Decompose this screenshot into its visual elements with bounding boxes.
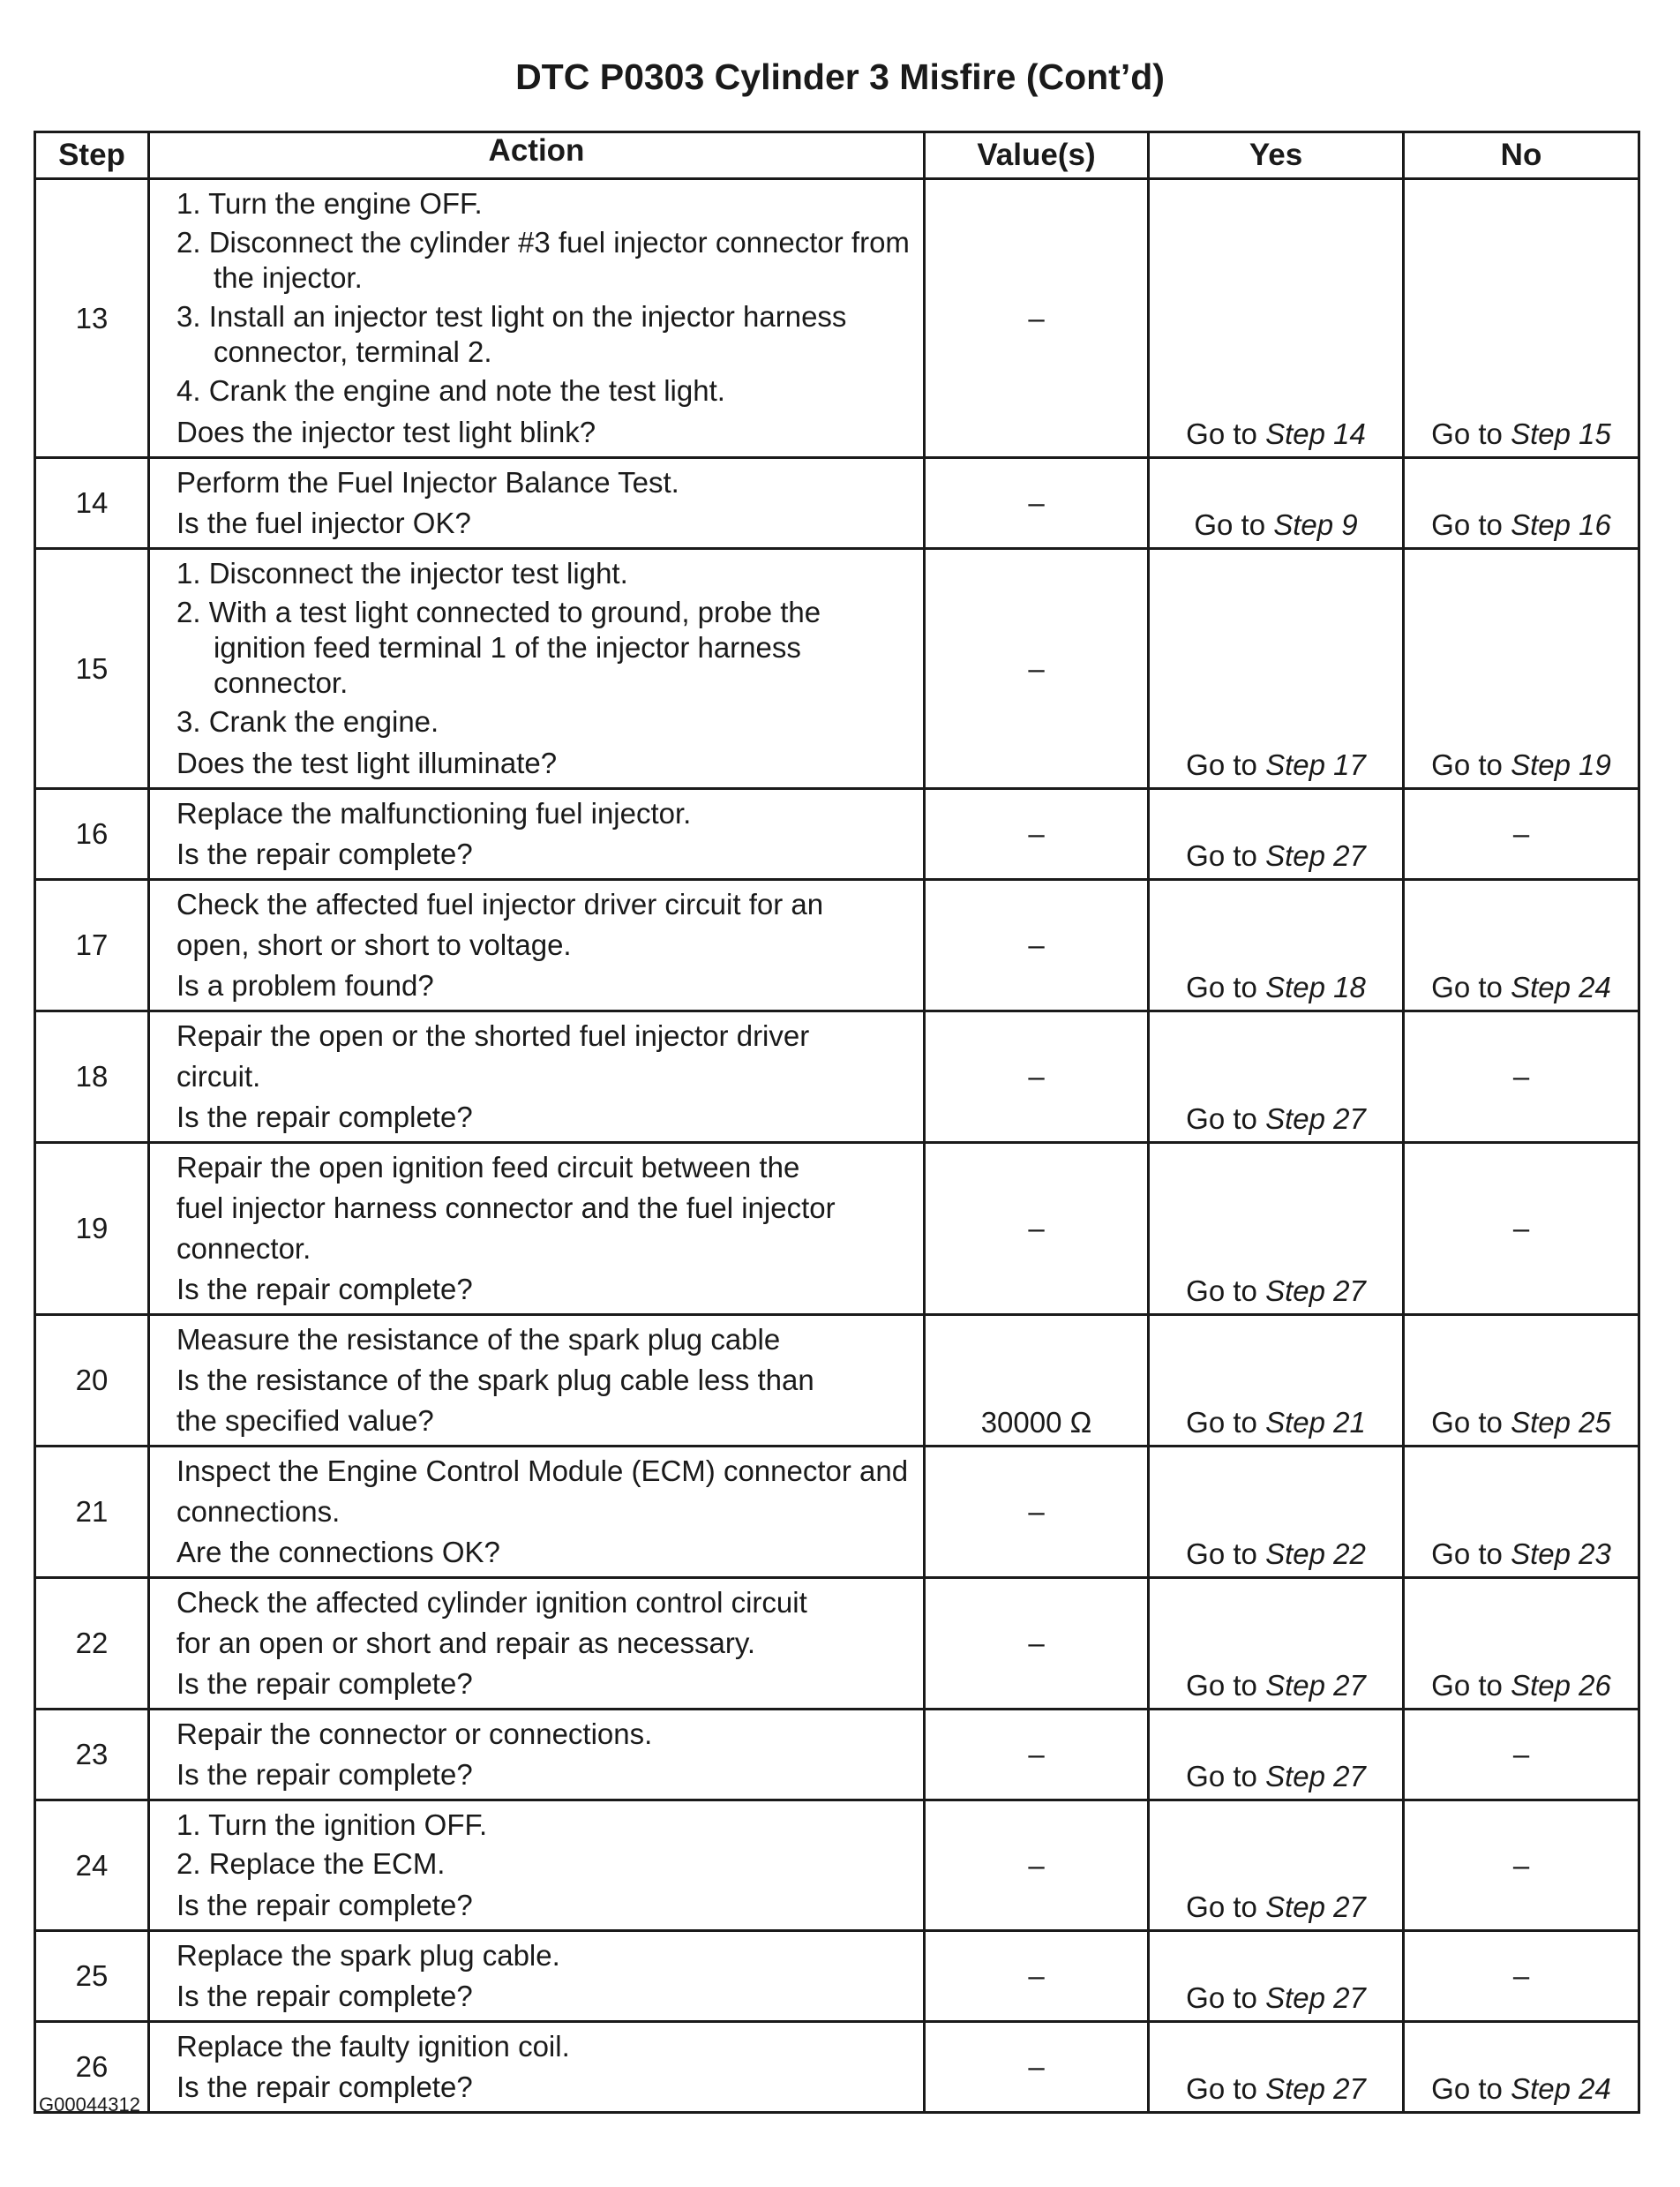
yes-cell [1149,549,1404,789]
step-number: 21 [35,1447,149,1578]
table-row [35,1011,1639,1143]
goto-step-link: Step 24 [1511,971,1611,1003]
result-dash: – [1512,1848,1530,1882]
action-cell [149,549,925,789]
yes-cell [1149,1447,1404,1578]
value-cell: – [925,458,1149,549]
step-number: 15 [35,549,149,789]
value-cell: – [925,1447,1149,1578]
step-number: 25 [35,1931,149,2022]
action-steps [176,1807,911,1882]
page-title: DTC P0303 Cylinder 3 Misfire (Cont’d) [515,56,1165,97]
table-row [35,1931,1639,2022]
yes-cell [1149,1011,1404,1143]
goto-prefix: Go to [1431,971,1511,1003]
value-cell: – [925,1578,1149,1710]
action-step: 3. Install an injector test light on the injector harness connector, terminal 2. [176,300,847,368]
no-cell [1404,1447,1639,1578]
diagnostic-table [34,131,1640,2114]
step-number: 24 [35,1800,149,1931]
table-row [35,458,1639,549]
yes-cell [1149,1931,1404,2022]
action-steps [176,556,911,740]
action-text: Replace the spark plug cable. [176,1939,560,1972]
action-text: Measure the resistance of the spark plug cable [176,1323,781,1356]
action-text: Perform the Fuel Injector Balance Test. [176,466,679,499]
action-step: 3. Crank the engine. [176,705,439,738]
result-dash: – [1512,1060,1530,1093]
goto-prefix: Go to [1194,508,1274,541]
no-cell [1404,789,1639,880]
goto-prefix: Go to [1431,1537,1511,1570]
goto-step-link: Step 16 [1511,508,1611,541]
goto-prefix: Go to [1186,1537,1266,1570]
table-row [35,1315,1639,1447]
action-cell [149,1143,925,1315]
action-question: Is the repair complete? [176,1889,473,1921]
action-question: Is the repair complete? [176,2071,473,2103]
table-row [35,2022,1639,2113]
step-number: 22 [35,1578,149,1710]
action-question: Is the repair complete? [176,1101,473,1133]
action-question: Does the injector test light blink? [176,416,596,448]
figure-code: G00044312 [39,2093,140,2116]
step-number: 16 [35,789,149,880]
yes-cell [1149,1143,1404,1315]
no-cell [1404,458,1639,549]
action-cell [149,1578,925,1710]
no-cell [1404,1011,1639,1143]
no-cell [1404,179,1639,458]
goto-step-link: Step 24 [1511,2072,1611,2105]
goto-prefix: Go to [1186,839,1266,872]
result-dash: – [1512,1212,1530,1244]
step-number: 14 [35,458,149,549]
header-yes: Yes [1149,132,1404,179]
action-question: Are the connections OK? [176,1536,500,1568]
result-dash: – [1512,1738,1530,1770]
goto-step-link: Step 19 [1511,748,1611,781]
goto-step-link: Step 27 [1265,2072,1366,2105]
action-text: Is the resistance of the spark plug cable less than [176,1364,814,1396]
no-cell [1404,880,1639,1011]
step-number: 18 [35,1011,149,1143]
header-step: Step [35,132,149,179]
header-action: Action [149,132,925,179]
action-text: Inspect the Engine Control Module (ECM) connector and connections. [176,1454,909,1528]
goto-step-link: Step 22 [1265,1537,1366,1570]
action-text: Repair the open or the shorted fuel injector driver [176,1019,810,1052]
goto-step-link: Step 21 [1265,1406,1366,1439]
goto-prefix: Go to [1186,1890,1266,1923]
goto-step-link: Step 27 [1265,1669,1366,1702]
no-cell [1404,1800,1639,1931]
table-header-row [35,132,1639,179]
goto-prefix: Go to [1431,417,1511,450]
action-cell [149,1710,925,1800]
value-cell: – [925,1143,1149,1315]
step-number: 19 [35,1143,149,1315]
action-question: Is a problem found? [176,969,434,1002]
value-cell: – [925,1931,1149,2022]
value-cell: – [925,1011,1149,1143]
goto-step-link: Step 23 [1511,1537,1611,1570]
action-text: Repair the open ignition feed circuit between the [176,1151,800,1184]
action-step: 2. Disconnect the cylinder #3 fuel injector connector from the injector. [176,226,910,294]
value-cell: – [925,1710,1149,1800]
action-cell [149,1447,925,1578]
action-question: Does the test light illuminate? [176,747,558,779]
yes-cell [1149,1315,1404,1447]
goto-step-link: Step 27 [1265,1760,1366,1792]
action-step: 2. Replace the ECM. [176,1847,446,1880]
yes-cell [1149,1578,1404,1710]
goto-prefix: Go to [1431,1406,1511,1439]
goto-prefix: Go to [1186,2072,1266,2105]
goto-step-link: Step 27 [1265,839,1366,872]
value-cell: – [925,179,1149,458]
action-text: connector. [176,1232,311,1265]
step-number: 26 [35,2022,149,2113]
header-no: No [1404,132,1639,179]
no-cell [1404,1931,1639,2022]
goto-prefix: Go to [1431,2072,1511,2105]
step-number: 20 [35,1315,149,1447]
yes-cell [1149,458,1404,549]
goto-step-link: Step 27 [1265,1981,1366,2014]
table-row [35,549,1639,789]
value-cell: 30000 Ω [925,1315,1149,1447]
action-text: Repair the connector or connections. [176,1717,653,1750]
action-text: Check the affected fuel injector driver circuit for an [176,888,824,921]
action-step: 1. Turn the ignition OFF. [176,1808,488,1841]
goto-step-link: Step 27 [1265,1102,1366,1135]
action-steps [176,186,911,409]
no-cell [1404,2022,1639,2113]
action-text: fuel injector harness connector and the fuel injector [176,1191,836,1224]
value-cell: – [925,1800,1149,1931]
action-cell [149,2022,925,2113]
yes-cell [1149,789,1404,880]
result-dash: – [1512,1959,1530,1992]
yes-cell [1149,179,1404,458]
no-cell [1404,1143,1639,1315]
value-cell: – [925,549,1149,789]
action-cell [149,179,925,458]
table-row [35,1800,1639,1931]
action-cell [149,1931,925,2022]
action-text: Replace the faulty ignition coil. [176,2030,570,2063]
goto-prefix: Go to [1186,1274,1266,1307]
yes-cell [1149,1800,1404,1931]
action-question: Is the repair complete? [176,1980,473,2012]
goto-prefix: Go to [1431,748,1511,781]
no-cell [1404,1710,1639,1800]
result-dash: – [1512,817,1530,850]
action-question: the specified value? [176,1404,434,1437]
step-number: 17 [35,880,149,1011]
goto-step-link: Step 18 [1265,971,1366,1003]
table-row [35,880,1639,1011]
action-cell [149,1011,925,1143]
goto-prefix: Go to [1431,508,1511,541]
goto-prefix: Go to [1186,1760,1266,1792]
action-step: 1. Turn the engine OFF. [176,187,483,220]
goto-prefix: Go to [1186,971,1266,1003]
goto-step-link: Step 27 [1265,1274,1366,1307]
no-cell [1404,1578,1639,1710]
table-row [35,789,1639,880]
table-row [35,1578,1639,1710]
action-step: 2. With a test light connected to ground, probe the ignition feed terminal 1 of the injector harness connector. [176,596,821,699]
action-cell [149,880,925,1011]
action-cell [149,1800,925,1931]
goto-prefix: Go to [1186,1406,1266,1439]
action-text: Check the affected cylinder ignition control circuit [176,1586,807,1619]
goto-step-link: Step 26 [1511,1669,1611,1702]
goto-prefix: Go to [1186,1981,1266,2014]
table-row [35,1447,1639,1578]
header-values: Value(s) [925,132,1149,179]
goto-prefix: Go to [1186,1102,1266,1135]
yes-cell [1149,880,1404,1011]
step-number: 23 [35,1710,149,1800]
action-cell [149,458,925,549]
action-question: Is the repair complete? [176,1758,473,1791]
goto-prefix: Go to [1186,1669,1266,1702]
yes-cell [1149,2022,1404,2113]
goto-step-link: Step 27 [1265,1890,1366,1923]
table-row [35,179,1639,458]
goto-step-link: Step 17 [1265,748,1366,781]
goto-step-link: Step 9 [1273,508,1358,541]
action-cell [149,1315,925,1447]
table-row [35,1710,1639,1800]
goto-prefix: Go to [1186,748,1266,781]
action-text: Replace the malfunctioning fuel injector. [176,797,692,830]
value-cell: – [925,2022,1149,2113]
action-step: 1. Disconnect the injector test light. [176,557,628,590]
action-text: circuit. [176,1060,261,1093]
action-cell [149,789,925,880]
action-question: Is the repair complete? [176,1667,473,1700]
action-text: open, short or short to voltage. [176,928,572,961]
value-cell: – [925,789,1149,880]
no-cell [1404,549,1639,789]
action-question: Is the fuel injector OK? [176,507,471,539]
no-cell [1404,1315,1639,1447]
action-step: 4. Crank the engine and note the test light. [176,374,725,407]
action-question: Is the repair complete? [176,1273,473,1305]
step-number: 13 [35,179,149,458]
goto-step-link: Step 25 [1511,1406,1611,1439]
goto-step-link: Step 14 [1265,417,1366,450]
action-question: Is the repair complete? [176,838,473,870]
goto-prefix: Go to [1186,417,1266,450]
goto-step-link: Step 15 [1511,417,1611,450]
action-text: for an open or short and repair as necessary. [176,1627,756,1659]
yes-cell [1149,1710,1404,1800]
goto-prefix: Go to [1431,1669,1511,1702]
table-row [35,1143,1639,1315]
value-cell: – [925,880,1149,1011]
